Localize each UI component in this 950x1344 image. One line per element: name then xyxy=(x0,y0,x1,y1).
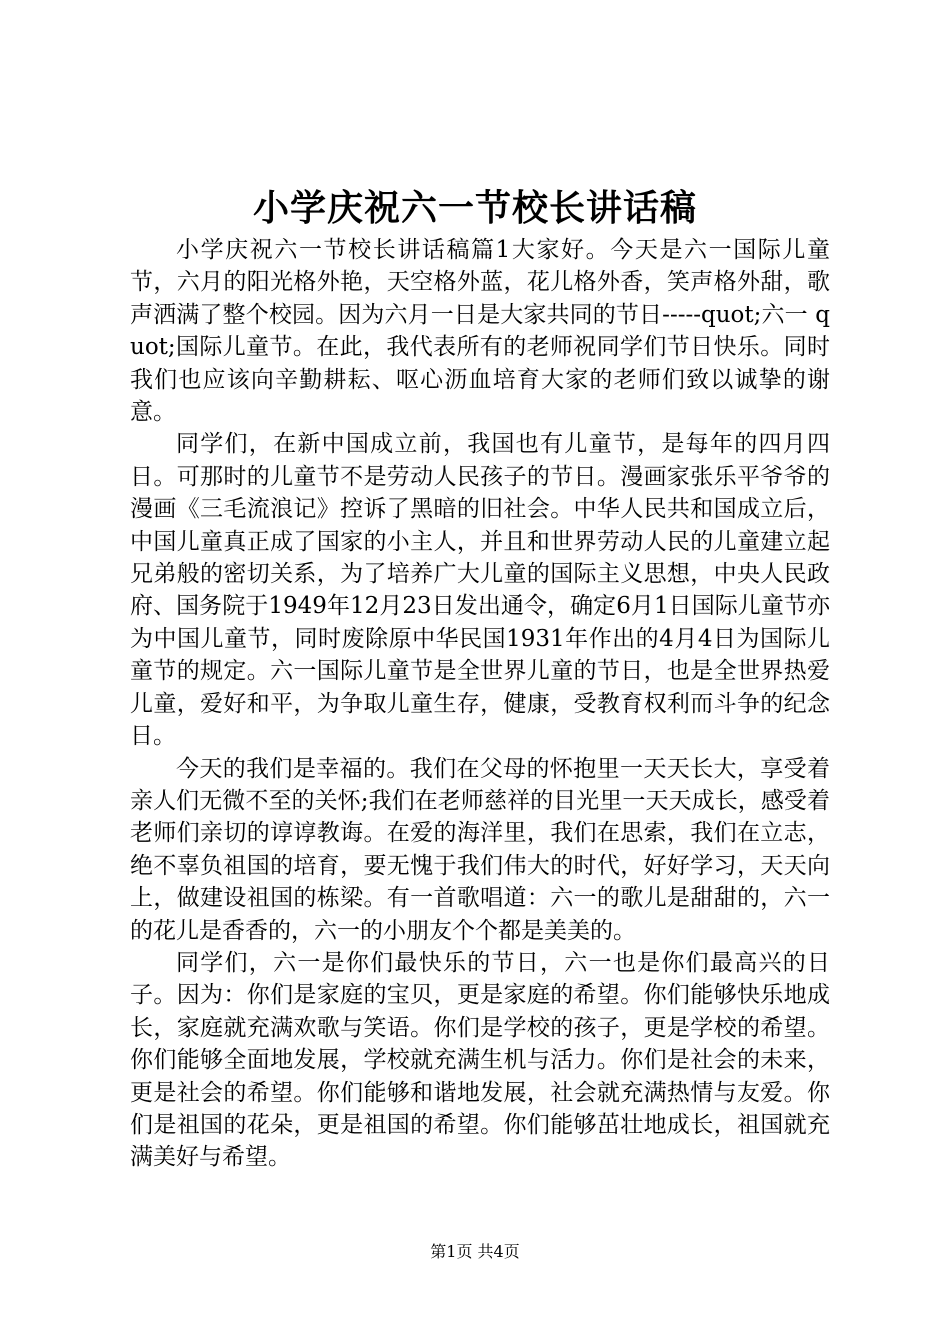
paragraph: 今天的我们是幸福的。我们在父母的怀抱里一天天长大，享受着亲人们无微不至的关怀;我们在老师慈祥的目光里一天天成长，感受着老师们亲切的谆谆教诲。在爱的海洋里，我们在思索，我们在立志，绝不辜负祖国的培育，要无愧于我们伟大的时代，好好学习，天天向上，做建设祖国的栋梁。有一首歌唱道：六一的歌儿是甜甜的，六一的花儿是香香的，六一的小朋友个个都是美美的。 xyxy=(130,755,830,944)
paragraph: 同学们，在新中国成立前，我国也有儿童节，是每年的四月四日。可那时的儿童节不是劳动人民孩子的节日。漫画家张乐平爷爷的漫画《三毛流浪记》控诉了黑暗的旧社会。中华人民共和国成立后，中国儿童真正成了国家的小主人，并且和世界劳动人民的儿童建立起兄弟般的密切关系，为了培养广大儿童的国际主义思想，中央人民政府、国务院于1949年12月23日发出通令，确定6月1日国际儿童节亦为中国儿童节，同时废除原中华民国1931年作出的4月4日为国际儿童节的规定。六一国际儿童节是全世界儿童的节日，也是全世界热爱儿童，爱好和平，为争取儿童生存，健康，受教育权利而斗争的纪念日。 xyxy=(130,431,830,750)
document-title: 小学庆祝六一节校长讲话稿 xyxy=(252,187,697,229)
paragraph: 小学庆祝六一节校长讲话稿篇1大家好。今天是六一国际儿童节，六月的阳光格外艳，天空格外蓝，花儿格外香，笑声格外甜，歌声洒满了整个校园。因为六月一日是大家共同的节日-----quot;六一 quot;国际儿童节。在此，我代表所有的老师祝同学们节日快乐。同时我们也应该向辛勤耕耘、呕心沥血培育大家的老师们致以诚挚的谢意。 xyxy=(130,237,830,426)
page-footer: 第1页 共4页 xyxy=(430,1242,520,1261)
paragraph: 同学们，六一是你们最快乐的节日，六一也是你们最高兴的日子。因为：你们是家庭的宝贝，更是家庭的希望。你们能够快乐地成长，家庭就充满欢歌与笑语。你们是学校的孩子，更是学校的希望。你们能够全面地发展，学校就充满生机与活力。你们是社会的未来，更是社会的希望。你们能够和谐地发展，社会就充满热情与友爱。你们是祖国的花朵，更是祖国的希望。你们能够茁壮地成长，祖国就充满美好与希望。 xyxy=(130,949,830,1171)
document-body xyxy=(130,234,830,1174)
